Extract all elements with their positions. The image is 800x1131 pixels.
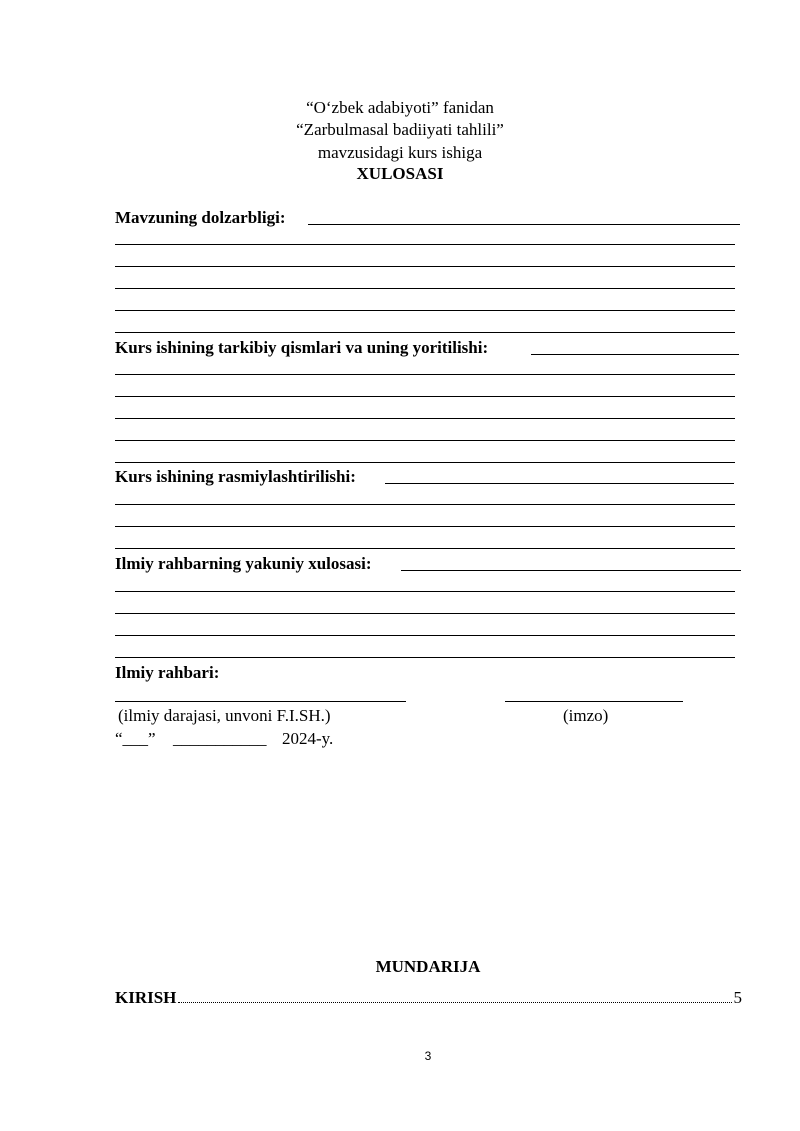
toc-entry[interactable] bbox=[115, 988, 742, 1008]
subject-line: “O‘zbek adabiyoti” fanidan bbox=[306, 98, 494, 117]
signature-caption: (imzo) bbox=[563, 706, 609, 725]
date-day-blank[interactable]: “___” bbox=[115, 729, 156, 748]
blank-line[interactable] bbox=[115, 332, 735, 333]
blank-line[interactable] bbox=[115, 635, 735, 636]
structure-field[interactable] bbox=[531, 354, 739, 355]
blank-line[interactable] bbox=[115, 462, 735, 463]
supervisor-label: Ilmiy rahbari: bbox=[115, 663, 220, 682]
toc-title: MUNDARIJA bbox=[375, 957, 481, 976]
signature-field[interactable] bbox=[505, 701, 683, 702]
date-month-blank[interactable]: ___________ bbox=[173, 729, 267, 748]
section-formatting-label: Kurs ishining rasmiylashtirilishi: bbox=[115, 467, 356, 486]
section-relevance-label: Mavzuning dolzarbligi: bbox=[115, 208, 286, 227]
blank-line[interactable] bbox=[115, 657, 735, 658]
toc-entry-label: KIRISH bbox=[115, 988, 177, 1007]
formatting-field[interactable] bbox=[385, 483, 734, 484]
section-structure-label: Kurs ishining tarkibiy qismlari va uning yoritilishi: bbox=[115, 338, 489, 357]
toc-leader-dots bbox=[178, 1002, 731, 1003]
blank-line[interactable] bbox=[115, 396, 735, 397]
blank-line[interactable] bbox=[115, 591, 735, 592]
blank-line[interactable] bbox=[115, 266, 735, 267]
blank-line[interactable] bbox=[115, 504, 735, 505]
relevance-field[interactable] bbox=[308, 224, 740, 225]
document-title: XULOSASI bbox=[356, 164, 444, 183]
conclusion-field[interactable] bbox=[401, 570, 741, 571]
blank-line[interactable] bbox=[115, 613, 735, 614]
blank-line[interactable] bbox=[115, 526, 735, 527]
blank-line[interactable] bbox=[115, 440, 735, 441]
blank-line[interactable] bbox=[115, 310, 735, 311]
page-number: 3 bbox=[424, 1049, 432, 1063]
course-work-line: mavzusidagi kurs ishiga bbox=[317, 143, 483, 162]
blank-line[interactable] bbox=[115, 548, 735, 549]
supervisor-name-caption: (ilmiy darajasi, unvoni F.I.SH.) bbox=[118, 706, 331, 725]
blank-line[interactable] bbox=[115, 374, 735, 375]
blank-line[interactable] bbox=[115, 244, 735, 245]
supervisor-name-field[interactable] bbox=[115, 701, 406, 702]
blank-line[interactable] bbox=[115, 418, 735, 419]
blank-line[interactable] bbox=[115, 288, 735, 289]
date-year: 2024-y. bbox=[282, 729, 334, 748]
section-conclusion-label: Ilmiy rahbarning yakuniy xulosasi: bbox=[115, 554, 372, 573]
topic-line: “Zarbulmasal badiiyati tahlili” bbox=[296, 120, 504, 139]
toc-entry-page: 5 bbox=[733, 988, 742, 1007]
